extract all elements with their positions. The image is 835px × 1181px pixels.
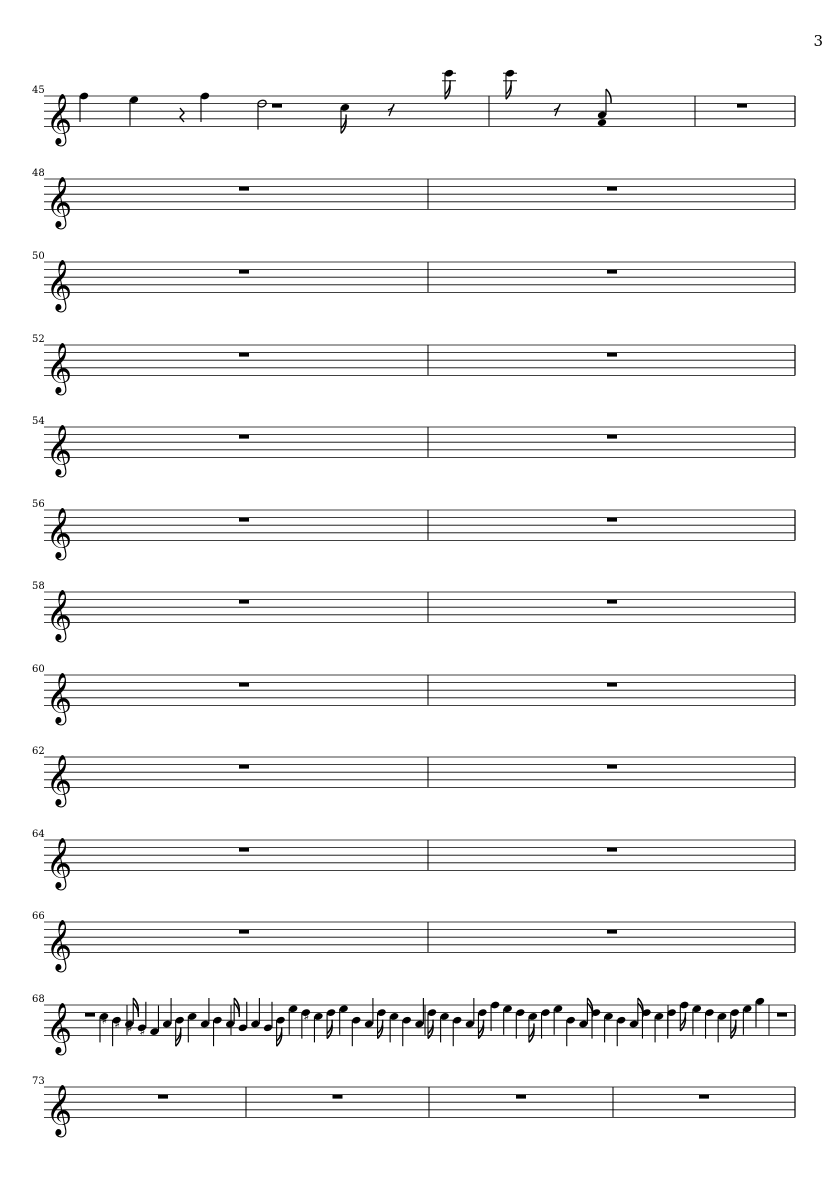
whole-rest bbox=[158, 1095, 168, 1099]
whole-rest bbox=[607, 683, 617, 687]
whole-rest bbox=[699, 1095, 709, 1099]
staff-system bbox=[32, 69, 795, 147]
treble-clef-icon: 𝄞 bbox=[46, 176, 73, 228]
whole-rest bbox=[239, 930, 249, 934]
whole-rest bbox=[239, 435, 249, 439]
staff-system bbox=[32, 168, 795, 229]
treble-clef-icon: 𝄞 bbox=[46, 919, 73, 971]
whole-rest bbox=[239, 848, 249, 852]
treble-clef-icon: 𝄞 bbox=[46, 342, 73, 394]
whole-rest bbox=[239, 683, 249, 687]
whole-rest bbox=[239, 270, 249, 274]
treble-clef-icon: 𝄞 bbox=[46, 259, 73, 311]
whole-rest bbox=[737, 104, 747, 108]
sharp-icon: ♯ bbox=[126, 1020, 133, 1035]
sharp-icon: ♯ bbox=[139, 1024, 146, 1039]
staff-system bbox=[32, 581, 795, 642]
staff-system bbox=[32, 334, 795, 395]
whole-rest bbox=[777, 1013, 787, 1017]
whole-rest bbox=[607, 930, 617, 934]
staff-system bbox=[32, 664, 795, 725]
sharp-icon: ♯ bbox=[101, 1013, 108, 1028]
treble-clef-icon: 𝄞 bbox=[46, 837, 73, 889]
page-number: 3 bbox=[813, 32, 823, 50]
whole-rest bbox=[239, 353, 249, 357]
whole-rest bbox=[239, 600, 249, 604]
whole-rest bbox=[607, 270, 617, 274]
measure-number: 68 bbox=[32, 994, 45, 1005]
eighth-rest bbox=[554, 104, 560, 116]
note-head bbox=[597, 118, 607, 127]
measure-number: 58 bbox=[32, 581, 45, 592]
staff-system bbox=[32, 499, 795, 560]
measure-number: 64 bbox=[32, 829, 45, 840]
staff-system bbox=[32, 829, 795, 890]
staff-system bbox=[32, 1076, 795, 1137]
measure-number: 56 bbox=[32, 499, 45, 510]
treble-clef-icon: 𝄞 bbox=[46, 424, 73, 476]
whole-rest bbox=[239, 765, 249, 769]
sharp-icon: ♯ bbox=[303, 1009, 310, 1024]
treble-clef-icon: 𝄞 bbox=[46, 754, 73, 806]
sharp-icon: ♯ bbox=[114, 1017, 121, 1031]
whole-rest bbox=[333, 1095, 343, 1099]
staff-system bbox=[32, 911, 795, 972]
whole-rest bbox=[272, 104, 282, 108]
measure-number: 60 bbox=[32, 664, 45, 675]
treble-clef-icon: 𝄞 bbox=[46, 1084, 73, 1136]
staff-system bbox=[32, 994, 795, 1055]
staff-system bbox=[32, 251, 795, 312]
treble-clef-icon: 𝄞 bbox=[46, 93, 73, 145]
measure-number: 54 bbox=[32, 416, 45, 427]
measure-number: 73 bbox=[32, 1076, 45, 1087]
rest-symbol bbox=[180, 108, 184, 122]
whole-rest bbox=[607, 765, 617, 769]
treble-clef-icon: 𝄞 bbox=[46, 1002, 73, 1054]
measure-number: 45 bbox=[32, 85, 45, 96]
staff-system bbox=[32, 746, 795, 807]
whole-rest bbox=[85, 1013, 95, 1017]
whole-rest bbox=[239, 518, 249, 522]
whole-rest bbox=[607, 848, 617, 852]
whole-rest bbox=[607, 187, 617, 191]
measure-number: 48 bbox=[32, 168, 45, 179]
measure-number: 50 bbox=[32, 251, 45, 262]
whole-rest bbox=[607, 518, 617, 522]
whole-rest bbox=[516, 1095, 526, 1099]
treble-clef-icon: 𝄞 bbox=[46, 672, 73, 724]
whole-rest bbox=[607, 435, 617, 439]
whole-rest bbox=[607, 600, 617, 604]
treble-clef-icon: 𝄞 bbox=[46, 589, 73, 641]
measure-number: 66 bbox=[32, 911, 45, 922]
whole-rest bbox=[239, 187, 249, 191]
measure-number: 52 bbox=[32, 334, 45, 345]
staff-system bbox=[32, 416, 795, 477]
measure-number: 62 bbox=[32, 746, 45, 757]
eighth-rest bbox=[388, 104, 394, 116]
whole-rest bbox=[607, 353, 617, 357]
treble-clef-icon: 𝄞 bbox=[46, 507, 73, 559]
